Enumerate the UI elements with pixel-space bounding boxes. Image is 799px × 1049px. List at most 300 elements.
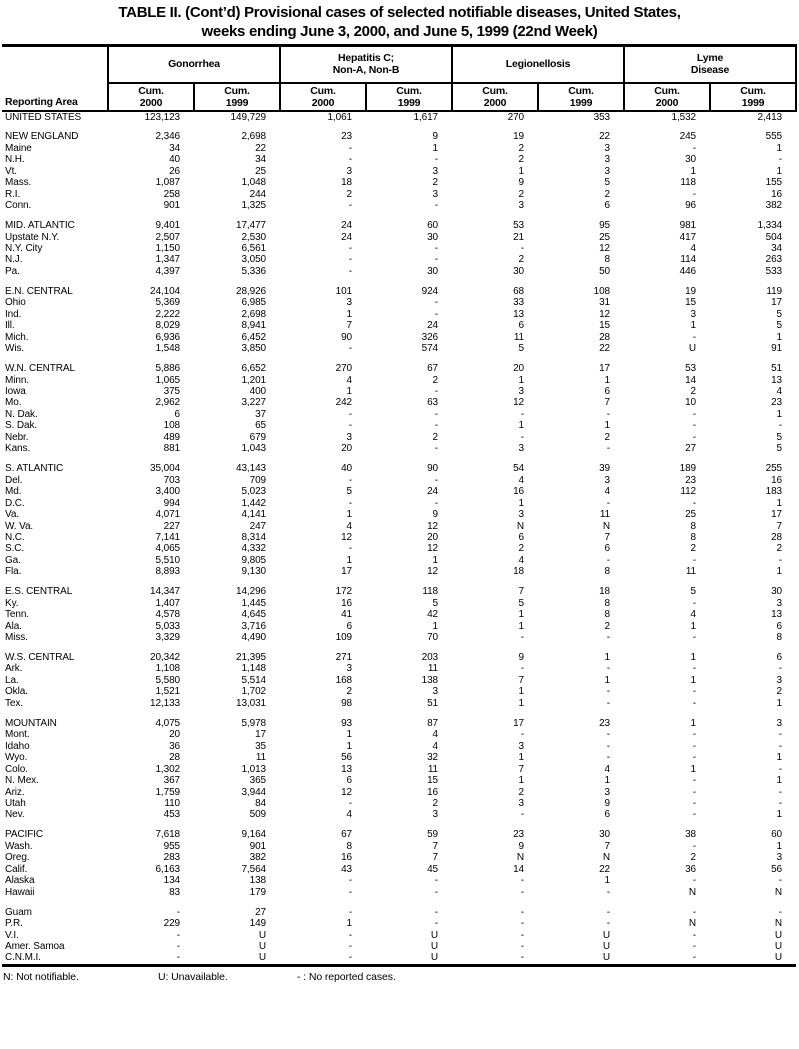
- value-cell: N: [516, 852, 525, 864]
- subheader-hepatitis-cum-2000: [280, 83, 366, 111]
- value-cell: 4: [776, 386, 783, 398]
- value-cell: 3: [776, 674, 783, 686]
- value-cell: 3: [690, 308, 697, 320]
- reporting-area-cell: Oreg.: [5, 852, 30, 864]
- value-cell: -: [692, 729, 697, 741]
- value-cell: 14: [513, 863, 525, 875]
- value-cell: -: [348, 497, 352, 509]
- value-cell: 4,645: [241, 609, 266, 621]
- value-cell: 60: [427, 220, 439, 232]
- value-cell: 367: [163, 775, 180, 787]
- value-cell: 1: [518, 686, 525, 698]
- value-cell: 95: [599, 220, 611, 232]
- value-cell: -: [348, 886, 352, 898]
- value-cell: 453: [163, 809, 180, 821]
- column-group-legionellosis: [452, 46, 624, 83]
- value-cell: 1: [346, 509, 352, 521]
- year-label: 1999: [569, 96, 593, 109]
- year-label: 1999: [397, 96, 421, 109]
- table-row: [2, 675, 796, 686]
- value-cell: 3: [432, 188, 439, 200]
- value-cell: 90: [341, 331, 352, 343]
- value-cell: 2: [432, 177, 439, 189]
- value-cell: -: [434, 443, 439, 455]
- value-cell: 9,401: [155, 220, 180, 232]
- reporting-area-cell: Md.: [5, 486, 22, 498]
- year-label: 2000: [139, 96, 163, 109]
- value-cell: N: [774, 886, 783, 898]
- value-cell: 1,759: [155, 786, 180, 798]
- value-cell: 8: [604, 609, 611, 621]
- value-cell: 9: [518, 177, 525, 189]
- value-cell: 5: [346, 486, 352, 498]
- value-cell: 114: [680, 254, 697, 266]
- value-cell: 7: [346, 320, 352, 332]
- value-cell: 203: [421, 652, 439, 664]
- reporting-area-cell: Tex.: [5, 697, 23, 709]
- value-cell: U: [602, 952, 611, 964]
- table-row: [2, 266, 796, 277]
- value-cell: 28: [169, 752, 180, 764]
- value-cell: 21,395: [236, 652, 266, 664]
- table-row: [2, 798, 796, 809]
- value-cell: 981: [679, 220, 697, 232]
- value-cell: 22: [599, 343, 611, 355]
- table-title-line-1: TABLE II. (Cont’d) Provisional cases of selected notifiable diseases, United States,: [118, 4, 681, 21]
- reporting-area-cell: Ariz.: [5, 786, 25, 798]
- value-cell: 67: [427, 363, 439, 375]
- value-cell: 22: [599, 131, 611, 143]
- value-cell: 3: [518, 509, 525, 521]
- reporting-area-cell: Iowa: [5, 386, 26, 398]
- table-row: [2, 809, 796, 820]
- value-cell: 53: [685, 363, 697, 375]
- value-cell: 1: [346, 308, 352, 320]
- value-cell: 3: [518, 200, 525, 212]
- value-cell: -: [692, 632, 697, 644]
- reporting-area-cell: E.N. CENTRAL: [5, 285, 73, 297]
- table-row: [2, 632, 796, 643]
- group-header-row: [2, 46, 796, 83]
- value-cell: 709: [249, 474, 266, 486]
- table-row: [2, 463, 796, 474]
- reporting-area-cell: Upstate N.Y.: [5, 231, 60, 243]
- value-cell: 1,347: [155, 254, 180, 266]
- value-cell: 17: [771, 297, 783, 309]
- table-row: [2, 841, 796, 852]
- value-cell: 1: [776, 809, 783, 821]
- value-cell: U: [688, 343, 697, 355]
- value-cell: 34: [771, 243, 783, 255]
- value-cell: -: [348, 875, 352, 887]
- value-cell: 45: [427, 863, 439, 875]
- value-cell: 11: [427, 663, 439, 675]
- value-cell: -: [520, 632, 525, 644]
- value-cell: 1,617: [413, 111, 439, 123]
- value-cell: 8: [690, 531, 697, 543]
- value-cell: 56: [341, 752, 352, 764]
- value-cell: 23: [341, 131, 352, 143]
- value-cell: -: [520, 431, 525, 443]
- value-cell: 12: [341, 531, 352, 543]
- value-cell: 9,805: [241, 554, 266, 566]
- value-cell: 11: [427, 763, 439, 775]
- section-gap: [2, 123, 796, 132]
- value-cell: 1: [518, 420, 525, 432]
- value-cell: 5: [518, 597, 525, 609]
- value-cell: 1: [776, 142, 783, 154]
- value-cell: 1,061: [327, 111, 352, 123]
- value-cell: 326: [421, 331, 439, 343]
- value-cell: -: [692, 875, 697, 887]
- value-cell: U: [258, 940, 266, 952]
- value-cell: -: [606, 752, 611, 764]
- value-cell: 1: [518, 752, 525, 764]
- value-cell: 2,222: [155, 308, 180, 320]
- disease-table: [2, 44, 797, 967]
- value-cell: 1: [690, 620, 697, 632]
- value-cell: 365: [249, 775, 266, 787]
- value-cell: 17: [341, 566, 352, 578]
- value-cell: -: [778, 906, 783, 918]
- value-cell: 24,104: [150, 285, 180, 297]
- value-cell: 70: [427, 632, 439, 644]
- value-cell: N: [602, 520, 611, 532]
- reporting-area-cell: Colo.: [5, 763, 28, 775]
- table-row: [2, 143, 796, 154]
- group-label-line: Disease: [690, 64, 730, 77]
- reporting-area-cell: La.: [5, 674, 19, 686]
- table-row: [2, 918, 796, 929]
- column-group-gonorrhea: [108, 46, 280, 83]
- value-cell: 7,141: [155, 531, 180, 543]
- value-cell: 23: [771, 397, 783, 409]
- value-cell: 1,548: [155, 343, 180, 355]
- reporting-area-cell: Tenn.: [5, 609, 29, 621]
- reporting-area-cell: Mo.: [5, 397, 22, 409]
- value-cell: 263: [765, 254, 783, 266]
- value-cell: 2: [518, 543, 525, 555]
- value-cell: 11: [685, 566, 697, 578]
- value-cell: 9: [432, 509, 439, 521]
- value-cell: -: [778, 740, 783, 752]
- table-row: [2, 166, 796, 177]
- table-row: [2, 363, 796, 374]
- value-cell: -: [348, 265, 352, 277]
- value-cell: -: [348, 343, 352, 355]
- value-cell: 83: [169, 886, 180, 898]
- value-cell: 21: [513, 231, 525, 243]
- value-cell: 2: [518, 254, 525, 266]
- value-cell: 17: [771, 509, 783, 521]
- value-cell: U: [258, 929, 266, 941]
- value-cell: -: [434, 497, 439, 509]
- value-cell: -: [692, 797, 697, 809]
- value-cell: 1: [604, 775, 611, 787]
- value-cell: 7: [518, 763, 525, 775]
- table-row: [2, 930, 796, 941]
- table-row: [2, 532, 796, 543]
- value-cell: -: [606, 663, 611, 675]
- value-cell: 9,164: [241, 829, 266, 841]
- sub-header-row: [2, 83, 796, 111]
- value-cell: 13: [771, 374, 783, 386]
- value-cell: -: [778, 554, 783, 566]
- value-cell: -: [434, 154, 439, 166]
- value-cell: 63: [427, 397, 439, 409]
- value-cell: 1,325: [241, 200, 266, 212]
- table-row: [2, 598, 796, 609]
- reporting-area-cell: N. Mex.: [5, 775, 39, 787]
- value-cell: 2: [346, 188, 352, 200]
- reporting-area-cell: Ala.: [5, 620, 22, 632]
- value-cell: 489: [163, 431, 180, 443]
- value-cell: 12: [427, 520, 439, 532]
- table-row: [2, 375, 796, 386]
- value-cell: 16: [341, 852, 352, 864]
- value-cell: 6: [346, 620, 352, 632]
- value-cell: 112: [680, 486, 697, 498]
- value-cell: 1: [690, 717, 697, 729]
- value-cell: 245: [679, 131, 697, 143]
- value-cell: U: [430, 940, 439, 952]
- value-cell: 703: [163, 474, 180, 486]
- value-cell: 1,532: [671, 111, 697, 123]
- value-cell: 6: [604, 543, 611, 555]
- table-row: [2, 343, 796, 354]
- value-cell: 5,580: [155, 674, 180, 686]
- value-cell: 244: [249, 188, 266, 200]
- table-row: [2, 498, 796, 509]
- reporting-area-cell: S. ATLANTIC: [5, 463, 64, 475]
- reporting-area-cell: E.S. CENTRAL: [5, 586, 73, 598]
- table-row: [2, 752, 796, 763]
- value-cell: 6: [518, 320, 525, 332]
- value-cell: -: [520, 809, 525, 821]
- value-cell: 17: [255, 729, 266, 741]
- value-cell: 8: [604, 566, 611, 578]
- value-cell: 12: [427, 543, 439, 555]
- reporting-area-cell: Wyo.: [5, 752, 28, 764]
- value-cell: 5: [604, 177, 611, 189]
- value-cell: 13: [341, 763, 352, 775]
- reporting-area-cell: Ohio: [5, 297, 26, 309]
- value-cell: 5: [432, 597, 439, 609]
- reporting-area-cell: N.Y. City: [5, 243, 43, 255]
- value-cell: 3: [604, 165, 611, 177]
- value-cell: 12: [513, 397, 525, 409]
- value-cell: 8,941: [241, 320, 266, 332]
- value-cell: -: [434, 408, 439, 420]
- table-row: [2, 177, 796, 188]
- value-cell: 20: [341, 443, 352, 455]
- value-cell: 1: [690, 652, 697, 664]
- value-cell: 3,050: [241, 254, 266, 266]
- value-cell: 123,123: [144, 111, 180, 123]
- value-cell: 2: [690, 543, 697, 555]
- value-cell: 138: [249, 875, 266, 887]
- value-cell: 108: [163, 420, 180, 432]
- value-cell: 1: [776, 497, 783, 509]
- value-cell: 1: [776, 840, 783, 852]
- value-cell: -: [434, 420, 439, 432]
- table-row: [2, 787, 796, 798]
- value-cell: 1: [690, 320, 697, 332]
- value-cell: -: [176, 929, 180, 941]
- value-cell: 24: [341, 220, 352, 232]
- value-cell: -: [692, 840, 697, 852]
- table-row: [2, 475, 796, 486]
- reporting-area-cell: C.N.M.I.: [5, 952, 41, 964]
- table-row: [2, 566, 796, 577]
- reporting-area-cell: Kans.: [5, 443, 31, 455]
- value-cell: 3: [432, 686, 439, 698]
- reporting-area-cell: Miss.: [5, 632, 28, 644]
- value-cell: 1: [346, 554, 352, 566]
- value-cell: -: [348, 543, 352, 555]
- value-cell: 2: [604, 431, 611, 443]
- table-row: [2, 764, 796, 775]
- value-cell: 11: [255, 752, 266, 764]
- section-gap: [2, 898, 796, 907]
- value-cell: 1: [432, 620, 439, 632]
- value-cell: 9: [432, 131, 439, 143]
- value-cell: 16: [513, 486, 525, 498]
- table-row: [2, 386, 796, 397]
- reporting-area-cell: NEW ENGLAND: [5, 131, 79, 143]
- value-cell: 4: [690, 243, 697, 255]
- value-cell: 1,148: [241, 663, 266, 675]
- value-cell: 1,087: [155, 177, 180, 189]
- value-cell: 6: [776, 652, 783, 664]
- value-cell: -: [778, 875, 783, 887]
- reporting-area-cell: Maine: [5, 142, 32, 154]
- value-cell: 5,023: [241, 486, 266, 498]
- value-cell: 258: [163, 188, 180, 200]
- value-cell: 5,886: [155, 363, 180, 375]
- value-cell: 6: [518, 531, 525, 543]
- value-cell: 1: [346, 740, 352, 752]
- value-cell: 4: [518, 554, 525, 566]
- value-cell: 4: [346, 520, 352, 532]
- value-cell: 39: [599, 463, 611, 475]
- value-cell: 1: [518, 497, 525, 509]
- value-cell: 7,564: [241, 863, 266, 875]
- value-cell: 9: [518, 840, 525, 852]
- value-cell: 3,400: [155, 486, 180, 498]
- section-gap: [2, 277, 796, 286]
- value-cell: 2: [518, 154, 525, 166]
- value-cell: 1: [604, 875, 611, 887]
- table-row: [2, 887, 796, 898]
- value-cell: 9: [518, 652, 525, 664]
- value-cell: -: [692, 752, 697, 764]
- value-cell: -: [606, 443, 611, 455]
- value-cell: -: [778, 763, 783, 775]
- value-cell: 8,314: [241, 531, 266, 543]
- value-cell: 7: [604, 531, 611, 543]
- value-cell: 2: [776, 686, 783, 698]
- value-cell: 1: [776, 331, 783, 343]
- value-cell: -: [606, 729, 611, 741]
- section-gap: [2, 212, 796, 221]
- value-cell: 27: [685, 443, 697, 455]
- table-row: [2, 729, 796, 740]
- reporting-area-cell: S.C.: [5, 543, 25, 555]
- value-cell: 6,452: [241, 331, 266, 343]
- table-row: [2, 297, 796, 308]
- reporting-area-cell: Vt.: [5, 165, 17, 177]
- value-cell: 1: [690, 763, 697, 775]
- reporting-area-cell: N.C.: [5, 531, 25, 543]
- value-cell: 382: [765, 200, 783, 212]
- value-cell: 6: [604, 809, 611, 821]
- value-cell: -: [348, 420, 352, 432]
- subheader-lyme-cum-2000: [624, 83, 710, 111]
- year-label: 2000: [655, 96, 679, 109]
- value-cell: 1,043: [241, 443, 266, 455]
- footnote-not-notifiable: N: Not notifiable.: [3, 970, 79, 983]
- table-row: [2, 131, 796, 142]
- value-cell: 3: [346, 431, 352, 443]
- value-cell: -: [520, 952, 525, 964]
- value-cell: 1,108: [155, 663, 180, 675]
- value-cell: 4: [346, 374, 352, 386]
- value-cell: -: [692, 420, 697, 432]
- cum-label: Cum.: [396, 84, 422, 97]
- section-gap: [2, 355, 796, 364]
- value-cell: 8: [604, 254, 611, 266]
- value-cell: 91: [771, 343, 783, 355]
- reporting-area-cell: Idaho: [5, 740, 30, 752]
- column-group-hepatitis-c: [280, 46, 452, 83]
- reporting-area-cell: Hawaii: [5, 886, 35, 898]
- value-cell: U: [774, 929, 783, 941]
- value-cell: 283: [163, 852, 180, 864]
- value-cell: 4,141: [241, 509, 266, 521]
- value-cell: 4,490: [241, 632, 266, 644]
- value-cell: 2: [432, 797, 439, 809]
- value-cell: 3,716: [241, 620, 266, 632]
- reporting-area-cell: MID. ATLANTIC: [5, 220, 75, 232]
- value-cell: -: [606, 918, 611, 930]
- value-cell: 3: [518, 443, 525, 455]
- value-cell: 13: [513, 308, 525, 320]
- value-cell: 16: [341, 597, 352, 609]
- value-cell: 2,698: [241, 308, 266, 320]
- value-cell: 6,652: [241, 363, 266, 375]
- value-cell: 994: [163, 497, 180, 509]
- value-cell: 1: [346, 918, 352, 930]
- value-cell: 1: [604, 420, 611, 432]
- value-cell: 955: [163, 840, 180, 852]
- table-row: [2, 443, 796, 454]
- value-cell: -: [692, 597, 697, 609]
- value-cell: 149: [249, 918, 266, 930]
- value-cell: -: [176, 940, 180, 952]
- value-cell: 36: [169, 740, 180, 752]
- cum-label: Cum.: [654, 84, 680, 97]
- value-cell: U: [430, 952, 439, 964]
- value-cell: 509: [249, 809, 266, 821]
- value-cell: 14,296: [236, 586, 266, 598]
- value-cell: 12: [599, 308, 611, 320]
- table-row: [2, 154, 796, 165]
- value-cell: -: [348, 929, 352, 941]
- value-cell: 574: [421, 343, 439, 355]
- value-cell: 1: [518, 697, 525, 709]
- table-row: [2, 543, 796, 554]
